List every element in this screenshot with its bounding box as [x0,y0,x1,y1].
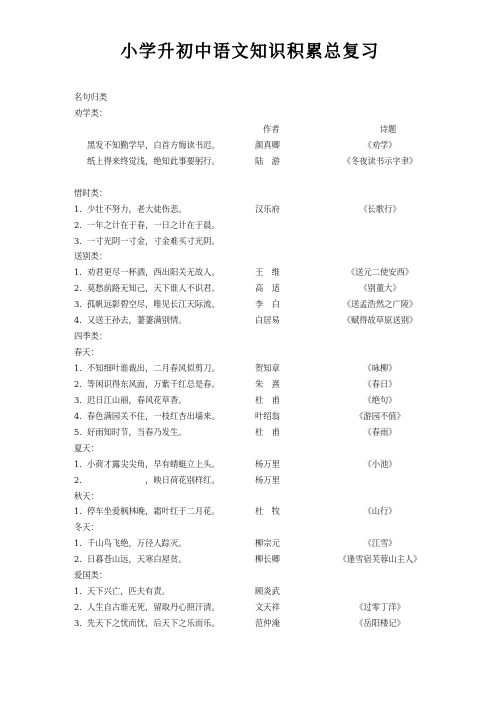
verse-number: 2. [74,219,82,230]
verse-row [74,361,474,377]
verse-work [315,584,445,600]
verse-row [74,265,474,281]
verse-work: 《游园不值》 [355,410,405,421]
verse-text: 孤帆远影碧空尽，唯见长江天际流。 [87,299,220,310]
verse-work: 《江雪》 [363,538,397,549]
verse-row [74,138,474,154]
category-label-text: 夏天： [74,442,99,453]
column-header [74,122,474,138]
verse-text: 不知细叶谁裁出，二月春风似剪刀。 [87,363,220,373]
verse-author: 柳长卿 [255,554,280,565]
verse-text: 小荷才露尖尖角，早有蜻蜓立上头。 [87,458,220,469]
category-label [74,345,474,361]
spacer [74,170,474,186]
verse-row [74,281,474,297]
header-text-spacer [87,122,255,138]
document-title: 小学升初中语文知识积累总复习 [120,42,380,62]
verse-row [74,377,474,393]
verse-author: 王 维 [255,267,280,278]
verse-number: 3. [74,618,82,628]
verse-text: ，映日荷花别样红。 [87,474,220,485]
verse-number: 5. [74,426,82,437]
verse-work: 《长歌行》 [359,203,401,214]
category-label [74,568,474,584]
verse-number: 2. [74,554,82,565]
verse-author: 汉乐府 [255,203,280,214]
verse-author [255,234,315,250]
verse-author [255,218,315,234]
verse-author: 贺知章 [255,363,280,373]
verse-work: 《春日》 [363,378,397,389]
header-work: 诗题 [379,123,397,134]
verse-author: 叶绍翁 [255,410,280,421]
verse-row [74,234,474,250]
category-label [74,249,474,265]
verse-number: 3. [74,235,82,246]
verse-work [315,234,445,250]
verse-row [74,202,474,218]
category-label [74,329,474,345]
verse-number: 2. [74,474,82,485]
verse-text: 等闲识得东风面，万紫千红总是春。 [87,378,220,389]
verse-text: 纸上得来终觉浅，绝知此事要躬行。 [87,155,220,166]
category-label [74,106,474,122]
verse-row [74,218,474,234]
header-author: 作者 [263,123,280,134]
section-title-text: 名句归类 [74,92,108,102]
verse-row [74,536,474,552]
verse-author: 文天祥 [255,602,280,613]
verse-text: 千山鸟飞绝，万径人踪灭。 [87,538,187,549]
verse-work: 《绝句》 [363,394,397,405]
verse-work: 《逢雪宿芙蓉山主人》 [338,554,422,565]
category-label-text: 惜时类： [74,187,108,198]
verse-author: 杜 甫 [255,394,280,405]
category-label-text: 送别类： [74,251,108,262]
verse-row [74,504,474,520]
verse-author: 柳宗元 [255,538,280,549]
verse-text: 春色满园关不住，一枝红杏出墙来。 [87,410,220,421]
verse-work: 《小池》 [363,458,397,469]
verse-text: 劝君更尽一杯酒，西出阳关无故人。 [87,267,220,278]
verse-row [74,473,474,489]
verse-author: 顾炎武 [255,586,280,597]
verse-text: 先天下之忧而忧，后天下之乐而乐。 [87,618,220,628]
verse-text: 迟日江山丽，春风花草香。 [87,394,187,405]
category-label [74,489,474,505]
verse-work: 《咏柳》 [363,363,397,373]
verse-text: 好雨知时节，当春乃发生。 [87,426,187,437]
verse-author: 颜真卿 [255,139,280,150]
verse-work: 《赋得故草原送别》 [342,315,418,326]
verse-work: 《送元二使安西》 [346,267,414,278]
verse-text: 一年之计在于春，一日之计在于晨。 [87,219,220,230]
verse-number: 1. [74,538,82,549]
verse-number: 1. [74,586,82,597]
verse-author: 李 白 [255,299,280,310]
verse-row [74,393,474,409]
verse-text: 一寸光阴一寸金，寸金难买寸光阴。 [87,235,220,246]
verse-text: 少壮不努力，老大徒伤悲。 [87,203,187,214]
verse-work: 《岳阳楼记》 [355,618,405,628]
verse-work: 《春雨》 [363,426,397,437]
verse-row [74,297,474,313]
header-num-spacer [74,122,87,138]
verse-number: 1. [74,363,82,373]
verse-number: 1. [74,458,82,469]
verse-text: 日暮苍山远，天寒白屋贫。 [87,554,187,565]
verse-number [74,138,87,154]
verse-author: 杜 牧 [255,506,280,517]
verse-text: 人生自古谁无死，留取丹心照汗清。 [87,602,220,613]
verse-row [74,584,474,600]
verse-row [74,425,474,441]
category-label [74,441,474,457]
verse-work: 《山行》 [363,506,397,517]
category-label-text: 春天： [74,347,99,358]
verse-work: 《过零丁洋》 [355,602,405,613]
verse-work [315,473,445,489]
verse-text: 莫愁前路无知己，天下谁人不识君。 [87,283,220,294]
verse-author: 白居易 [255,315,280,326]
verse-text: 天下兴亡，匹夫有责。 [87,586,170,597]
verse-work: 《送孟浩然之广陵》 [342,299,418,310]
verse-row [74,552,474,568]
verse-text: 又送王孙去，萋萋满别情。 [87,315,187,326]
verse-author: 陆 游 [255,155,280,166]
verse-work: 《别董大》 [359,283,401,294]
verse-number: 3. [74,394,82,405]
verse-author: 杨万里 [255,474,280,485]
document-content [74,90,474,632]
verse-author: 高 适 [255,283,280,294]
verse-author: 杨万里 [255,458,280,469]
verse-author: 范仲淹 [255,618,280,628]
verse-text: 黑发不知勤学早，白首方悔读书迟。 [87,139,220,150]
verse-number: 1. [74,203,82,214]
verse-number: 2. [74,283,82,294]
verse-row [74,457,474,473]
verse-work: 《劝学》 [363,139,397,150]
verse-text: 停车坐爱枫林晚，霜叶红于二月花。 [87,506,220,517]
category-label-text: 四季类： [74,331,108,342]
verse-author: 杜 甫 [255,426,280,437]
verse-number: 4. [74,315,82,326]
verse-row [74,616,474,632]
verse-work [315,218,445,234]
verse-number: 2. [74,378,82,389]
verse-number: 3. [74,299,82,310]
category-label-text: 爱国类： [74,570,108,581]
verse-work: 《冬夜读书示字聿》 [342,155,418,166]
verse-row [74,313,474,329]
verse-number: 1. [74,506,82,517]
verse-author: 朱 熹 [255,378,280,389]
section-title [74,90,474,106]
verse-row [74,154,474,170]
category-label [74,520,474,536]
verse-number: 1. [74,267,82,278]
category-label-text: 秋天： [74,490,99,501]
category-label [74,186,474,202]
verse-number [74,154,87,170]
verse-row [74,409,474,425]
verse-number: 4. [74,410,82,421]
verse-row [74,600,474,616]
category-label-text: 冬天： [74,522,99,533]
category-label-text: 劝学类： [74,107,108,118]
verse-number: 2. [74,602,82,613]
